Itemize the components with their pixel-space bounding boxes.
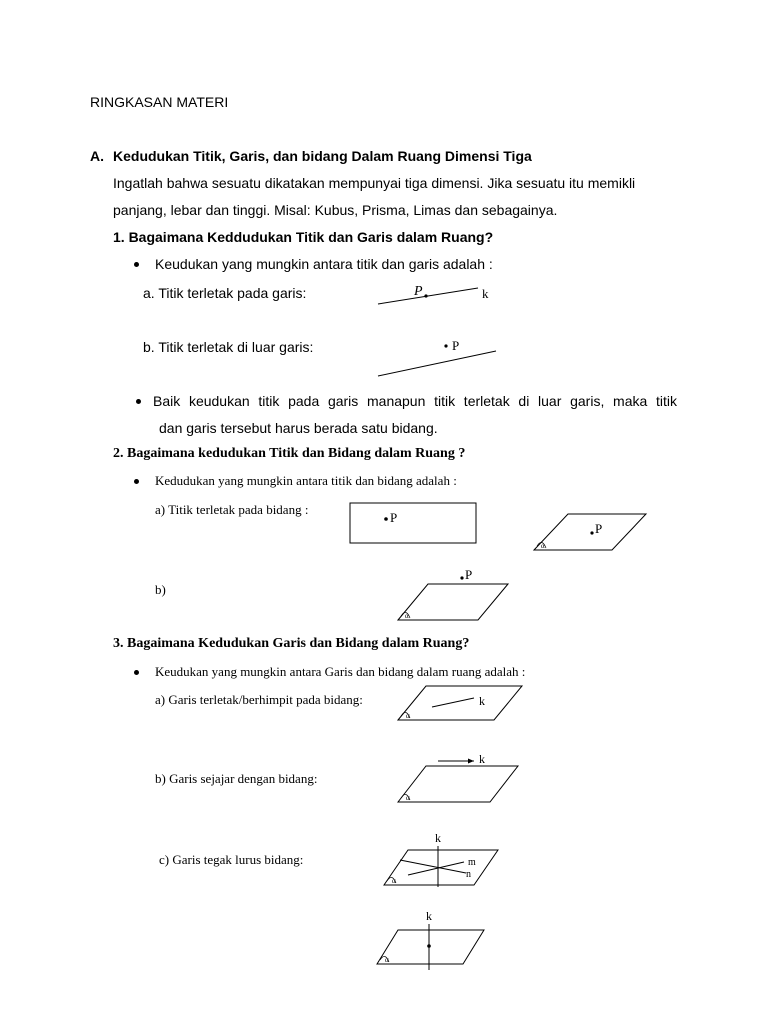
line-perpendicular-to-plane-figure (380, 830, 502, 890)
q3-item-b: b) Garis sejajar dengan bidang: (155, 771, 318, 786)
bullet-dot (134, 670, 139, 675)
plane-label: α (392, 877, 396, 885)
point-in-rectangle-figure (349, 502, 479, 544)
q1-bullet2-line1: Baik keudukan titik pada garis manapun titik terletak di luar garis, maka titik (153, 393, 677, 409)
page-title: RINGKASAN MATERI (90, 94, 229, 110)
q2-heading: 2. Bagaimana kedudukan Titik dan Bidang dalam Ruang ? (113, 446, 466, 461)
q1-heading: 1. Bagaimana Keddudukan Titik dan Garis dalam Ruang? (113, 229, 494, 245)
line-label: k (482, 286, 489, 301)
bullet-dot (136, 399, 141, 404)
point-label: P (465, 567, 473, 582)
point-above-plane-figure (396, 568, 512, 622)
point-on-line-figure (370, 280, 510, 310)
line-n-label: n (466, 869, 471, 880)
q3-heading: 3. Bagaimana Kedudukan Garis dan Bidang dalam Ruang? (113, 636, 470, 651)
section-a-intro-line1: Ingatlah bahwa sesuatu dikatakan mempunyai tiga dimensi. Jika sesuatu itu memikli (113, 175, 636, 191)
q3-bullet: Keudukan yang mungkin antara Garis dan bidang dalam ruang adalah : (155, 664, 526, 679)
line-label: k (479, 752, 485, 766)
section-a-label: A. (90, 148, 104, 164)
q1-item-a: a. Titik terletak pada garis: (143, 285, 307, 301)
q2-item-a: a) Titik terletak pada bidang : (155, 502, 309, 517)
line-label: k (435, 831, 441, 845)
line-m-label: m (468, 857, 476, 868)
section-a-intro-line2: panjang, lebar dan tinggi. Misal: Kubus, Prisma, Limas dan sebagainya. (113, 202, 558, 218)
line-label: k (479, 694, 485, 708)
section-a-heading: Kedudukan Titik, Garis, dan bidang Dalam Ruang Dimensi Tiga (113, 148, 532, 164)
point-label: P (414, 284, 423, 299)
plane-label: α (385, 956, 389, 964)
plane-label: α (541, 542, 545, 550)
line-label: k (426, 909, 432, 923)
q1-bullet2-line2: dan garis tersebut harus berada satu bidang. (159, 420, 438, 436)
line-parallel-to-plane-figure (396, 750, 522, 804)
point-on-plane-figure (532, 512, 650, 552)
q1-item-b: b. Titik terletak di luar garis: (143, 339, 314, 355)
point-label: P (595, 521, 603, 536)
q3-item-a: a) Garis terletak/berhimpit pada bidang: (155, 692, 363, 707)
bullet-dot (134, 479, 139, 484)
point-off-line-figure (370, 335, 510, 380)
line-through-plane-figure (374, 908, 488, 972)
line-on-plane-figure (396, 684, 526, 722)
q1-bullet1: Keudukan yang mungkin antara titik dan garis adalah : (155, 256, 493, 272)
q3-item-c: c) Garis tegak lurus bidang: (159, 852, 304, 867)
plane-label: α (406, 794, 410, 802)
plane-label: α (405, 612, 409, 620)
bullet-dot (134, 262, 139, 267)
q2-item-b-label: b) (155, 582, 166, 597)
plane-label: α (406, 712, 410, 720)
point-label: P (452, 338, 460, 353)
point-label: P (390, 510, 398, 525)
q2-bullet: Kedudukan yang mungkin antara titik dan bidang adalah : (155, 473, 457, 488)
